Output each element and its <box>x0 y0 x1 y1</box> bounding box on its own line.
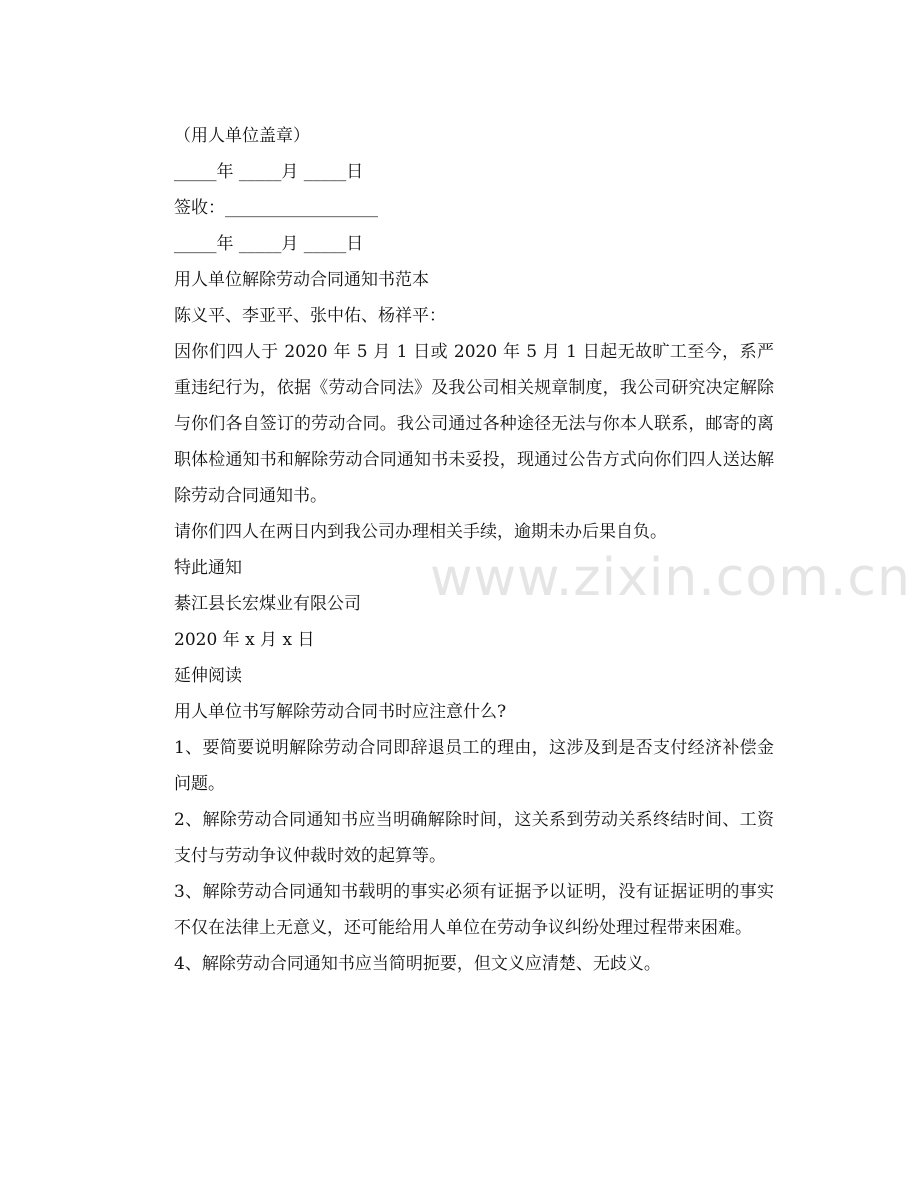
watermark: www.zixin.com.cn <box>430 548 911 608</box>
notice-paragraph: 因你们四人于 2020 年 5 月 1 日或 2020 年 5 月 1 日起无故旷工至今，系严重违纪行为，依据《劳动合同法》及我公司相关规章制度，我公司研究决定解除与你们各自签订的劳动合同。我公司通过各种途径无法与你本人联系，邮寄的离职体检通知书和解除劳动合同通知书未妥投，现通过公告方式向你们四人送达解除劳动合同通知书。 <box>174 342 774 506</box>
notice-closing: 特此通知 <box>174 558 242 578</box>
point-3: 3、解除劳动合同通知书载明的事实必须有证据予以证明，没有证据证明的事实不仅在法律上无意义，还可能给用人单位在劳动争议纠纷处理过程带来困难。 <box>174 882 774 938</box>
recipients: 陈义平、李亚平、张中佑、杨祥平： <box>174 306 446 326</box>
extended-reading-heading: 延伸阅读 <box>174 666 242 686</box>
signature-line: 签收：__________________ <box>174 198 378 218</box>
document-body <box>174 118 774 982</box>
instruction-line: 请你们四人在两日内到我公司办理相关手续，逾期未办后果自负。 <box>174 522 667 542</box>
seal-line: （用人单位盖章） <box>174 126 310 146</box>
document-title: 用人单位解除劳动合同通知书范本 <box>174 270 429 290</box>
question-heading: 用人单位书写解除劳动合同书时应注意什么? <box>174 702 507 722</box>
point-1: 1、要简要说明解除劳动合同即辞退员工的理由，这涉及到是否支付经济补偿金问题。 <box>174 738 774 794</box>
date-line: _____年 _____月 _____日 <box>174 162 364 182</box>
point-2: 2、解除劳动合同通知书应当明确解除时间，这关系到劳动关系终结时间、工资支付与劳动争议仲裁时效的起算等。 <box>174 810 774 866</box>
signature-date-line: _____年 _____月 _____日 <box>174 234 364 254</box>
point-4: 4、解除劳动合同通知书应当简明扼要，但文义应清楚、无歧义。 <box>174 954 661 974</box>
company-name: 綦江县长宏煤业有限公司 <box>174 594 361 614</box>
notice-date: 2020 年 x 月 x 日 <box>174 630 315 650</box>
